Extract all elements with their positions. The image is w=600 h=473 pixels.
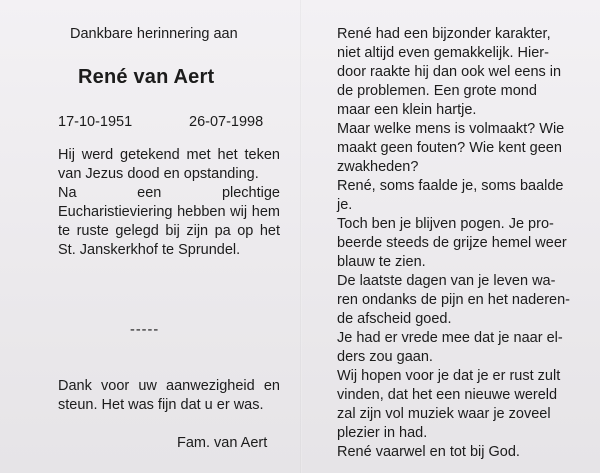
tribute-line: ren ondanks de pijn en het naderen-: [337, 292, 570, 308]
death-date: 26-07-1998: [189, 114, 264, 130]
family-signature: Fam. van Aert: [177, 435, 268, 451]
tribute-line: vinden, dat het een nieuwe wereld: [337, 387, 558, 403]
tribute-line: je.: [337, 197, 353, 213]
tribute-line: plezier in had.: [337, 425, 428, 441]
tribute-line: niet altijd even gemakkelijk. Hier-: [337, 45, 549, 61]
tribute-line: Wij hopen voor je dat je er rust zult: [337, 368, 561, 384]
tribute-line: zal zijn vol muziek waar je zoveel: [337, 406, 551, 422]
card-fold: [300, 0, 302, 473]
tribute-line: René had een bijzonder karakter,: [337, 26, 551, 42]
paragraph-thanks: [58, 377, 280, 415]
tribute-text: [337, 25, 570, 462]
birth-date: 17-10-1951: [58, 114, 133, 130]
tribute-line: maakt geen fouten? Wie kent geen: [337, 140, 562, 156]
tribute-line: René, soms faalde je, soms baalde: [337, 178, 564, 194]
tribute-line: Maar welke mens is volmaakt? Wie: [337, 121, 565, 137]
tribute-line: maar een klein hartje.: [337, 102, 477, 118]
paragraph-thanks-text: Dank voor uw aanwezigheid en steun. Het was fijn dat u er was.: [58, 378, 280, 413]
paragraph-faith-text: Hij werd getekend met het teken van Jezus dood en opstanding.: [58, 147, 280, 182]
paragraph-burial: [58, 184, 280, 260]
paragraph-burial-text: Na een plechtige Eucharistieviering hebben wij hem te ruste gelegd bij zijn pa op het St. Janskerkhof te Sprundel.: [58, 185, 280, 258]
deceased-name: René van Aert: [78, 66, 215, 88]
tribute-line: door raakte hij dan ook wel eens in: [337, 64, 562, 80]
tribute-line: beerde steeds de grijze hemel weer: [337, 235, 567, 251]
tribute-line: De laatste dagen van je leven wa-: [337, 273, 556, 289]
tribute-line: Je had er vrede mee dat je naar el-: [337, 330, 563, 346]
tribute-line: René vaarwel en tot bij God.: [337, 444, 520, 460]
tribute-line: ders zou gaan.: [337, 349, 433, 365]
tribute-line: blauw te zien.: [337, 254, 426, 270]
tribute-line: de afscheid goed.: [337, 311, 452, 327]
tribute-line: zwakheden?: [337, 159, 419, 175]
paragraph-faith: [58, 146, 280, 184]
tribute-line: Toch ben je blijven pogen. Je pro-: [337, 216, 554, 232]
divider: -----: [130, 322, 160, 338]
tribute-line: de problemen. Een grote mond: [337, 83, 537, 99]
card-heading: Dankbare herinnering aan: [70, 26, 238, 42]
